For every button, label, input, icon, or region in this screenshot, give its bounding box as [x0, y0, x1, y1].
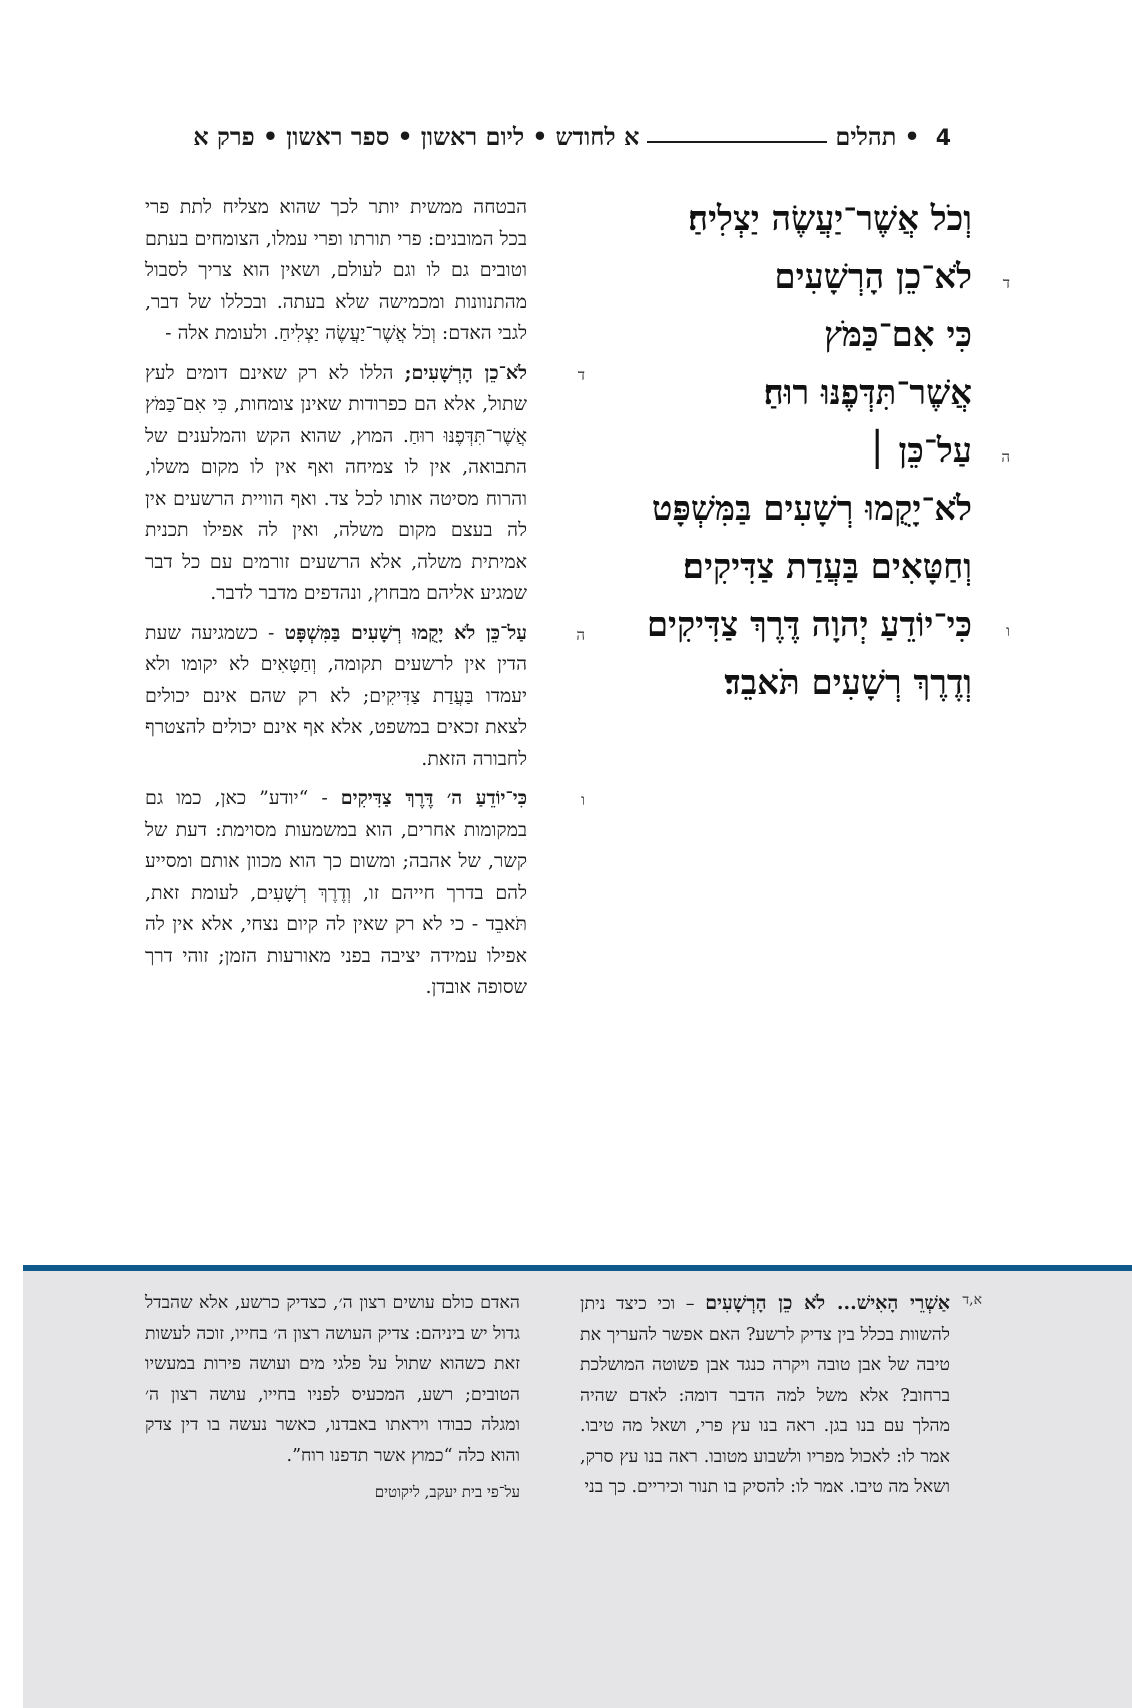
insight-left-column	[145, 1288, 520, 1508]
separator-bullet: •	[262, 122, 279, 151]
verse-text: וְכֹל אֲשֶׁר־יַעֲשֶׂה יַצְלִיחַ׃	[688, 199, 972, 239]
verse-text: אֲשֶׁר־תִּדְּפֶנּוּ רוּחַ׃	[763, 373, 972, 413]
commentary-text: הבטחה ממשית יותר לכך שהוא מצליח לתת פרי בכל המובנים: פרי תורתו ופרי עמלו, הצומחים בעתם וטובים גם לו וגם לעולם, ושאין הוא צריך לסבול מהתנוונות ומכמישה שלא בעתה. ובכללו של דבר, לגבי האדם: וְכֹל אֲשֶׁר־יַעֲשֶׂה יַצְלִיחַ. ולעומת אלה -	[145, 196, 527, 344]
insight-verse-ref: א,ד	[962, 1292, 982, 1308]
verse-line	[592, 480, 972, 538]
verse-text: עַל־כֵּן ׀	[867, 431, 972, 471]
verse-line	[592, 306, 972, 364]
verse-text: לֹא־כֵן הָרְשָׁעִים	[774, 257, 972, 297]
day-of-week: ליום ראשון	[420, 122, 525, 151]
separator-bullet: •	[904, 122, 920, 151]
verse-line	[592, 364, 972, 422]
header-rule	[647, 141, 827, 143]
verse-column	[592, 190, 1010, 712]
verse-number: ו	[581, 791, 585, 809]
insight-right-column	[580, 1288, 950, 1503]
insight-attribution: על־פי בית יעקב, ליקוטים	[374, 1483, 520, 1501]
verse-line	[592, 596, 1010, 654]
verse-line	[592, 422, 1010, 480]
verse-number: ה	[1001, 448, 1010, 466]
day-of-month: א לחודש	[555, 122, 640, 151]
book-title: תהלים	[835, 122, 897, 151]
sefer-label: ספר ראשון	[286, 122, 390, 151]
commentary-text: - כשמגיעה שעת הדין אין לרשעים תקומה, וְחַטָּאִים לא יקומו ולא יעמדו בַּעֲדַת צַדִּיקִים; לא רק שהם אינם יכולים לצאת זכאים במשפט, אלא אף אינם יכולים להצטרף לחבורה הזאת.	[145, 621, 527, 770]
commentary-paragraph	[145, 358, 585, 610]
commentary-paragraph	[145, 618, 585, 776]
commentary-text: - “יודע” כאן, כמו גם במקומות אחרים, הוא במשמעות מסוימת: דעת של קשר, של אהבה; ומשום כך הוא מכוון אותם ומסייע להם בדרך חייהם זו, וְדֶרֶךְ רְשָׁעִים, לעומת זאת, תֹּאבֵד - כי לא רק שאין לה קיום נצחי, אלא אין לה אפילו עמידה יציבה בפני מאורעות הזמן; זוהי דרך שסופה אובדן.	[145, 787, 527, 998]
lemma: כִּי־יוֹדֵעַ ה׳ דֶּרֶךְ צַדִּיקִים	[340, 787, 528, 809]
commentary-paragraph	[145, 192, 527, 350]
commentary-paragraph	[145, 783, 585, 1004]
chapter-label: פרק א	[193, 122, 255, 151]
verse-number: ה	[576, 625, 585, 644]
insight-heading: אַשְׁרֵי הָאִישׁ... לֹא כֵן הָרְשָׁעִים	[705, 1292, 950, 1314]
verse-number: ד	[577, 365, 585, 384]
separator-bullet: •	[397, 122, 413, 151]
verse-text: כִּי־יוֹדֵעַ יְהוָה דֶּרֶךְ צַדִּיקִים	[646, 605, 972, 645]
verse-number: ו	[1006, 622, 1010, 640]
running-header	[143, 122, 951, 156]
insight-text: – וכי כיצד ניתן להשוות בכלל בין צדיק לרשע? האם אפשר להעריך את טיבה של אבן טובה ויקרה כנגד אבן פשוטה המושלכת ברחוב? אלא משל למה הדבר דומה: לאדם שהיה מהלך עם בנו בגן. ראה בנו עץ פרי, ושאל מה טיבו. אמר לו: לאכול מפריו ולשבוע מטובו. ראה בנו עץ סרק, ושאל מה טיבו. אמר לו: להסיק בו תנור וכיריים. כך בני	[580, 1294, 950, 1497]
page-number: 4	[935, 126, 951, 151]
lemma: עַל־כֵּן לֹא יָקֻמוּ רְשָׁעִים בַּמִּשְׁפָּט	[284, 621, 527, 644]
verse-text: וְחַטָּאִים בַּעֲדַת צַדִּיקִים׃	[682, 547, 972, 587]
verse-text: וְדֶרֶךְ רְשָׁעִים תֹּאבֵד׃	[724, 663, 972, 703]
lemma: לֹא־כֵן הָרְשָׁעִים;	[404, 361, 527, 384]
verse-line	[592, 190, 972, 248]
commentary-column	[145, 192, 585, 1012]
verse-number: ד	[1002, 274, 1010, 292]
commentary-text: הללו לא רק שאינם דומים לעץ שתול, אלא הם כפרודות שאינן צומחות, כִּי אִם־כַּמֹּץ אֲשֶׁר־תִּדְּפֶנּוּ רוּחַ. המוץ, שהוא הקש והמלענים של התבואה, אין לו צמיחה ואף אין לו מקום משלו, והרוח מסיטה אותו לכל צד. ואף הוויית הרשעים אין לה בעצם מקום משלה, ואין לה אפילו תכנית אמיתית משלה, אלא הרשעים זורמים עם כל דבר שמגיע אליהם מבחוץ, ונהדפים מדבר לדבר.	[145, 361, 527, 604]
verse-text: לֹא־יָקֻמוּ רְשָׁעִים בַּמִּשְׁפָּט	[651, 489, 972, 529]
verse-line	[592, 538, 972, 596]
verse-text: כִּי אִם־כַּמֹּץ	[824, 315, 972, 355]
verse-line	[592, 248, 1010, 306]
insight-text: האדם כולם עושים רצון ה׳, כצדיק כרשע, אלא שהבדל גדול יש ביניהם: צדיק העושה רצון ה׳ בחייו, זוכה לעשות זאת כשהוא שתול על פלגי מים ועושה פירות במעשיו הטובים; רשע, המכעיס לפניו בחייו, עושה רצון ה׳ ומגלה כבודו ויראתו באבדנו, כאשר נעשה בו דין צדק והוא כלה “כמוץ אשר תדפנו רוח”.	[145, 1293, 520, 1466]
separator-bullet: •	[532, 122, 548, 151]
verse-line	[592, 654, 972, 712]
